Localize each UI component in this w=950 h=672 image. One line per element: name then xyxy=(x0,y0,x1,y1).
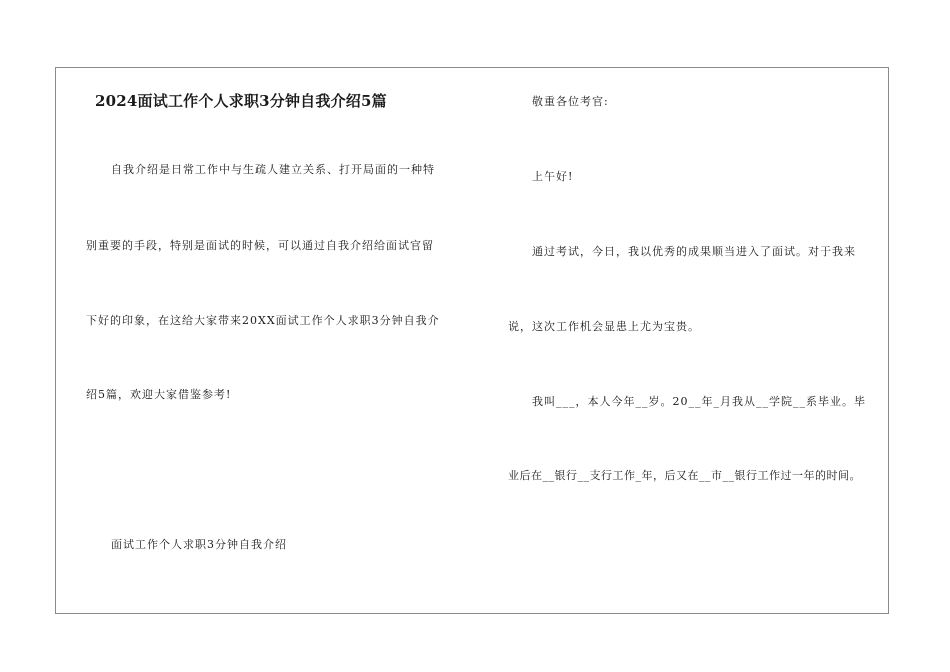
section-heading: 面试工作个人求职3分钟自我介绍 xyxy=(111,538,287,551)
intro-line-1: 自我介绍是日常工作中与生疏人建立关系、打开局面的一种特 xyxy=(111,163,435,176)
page-frame xyxy=(55,67,889,614)
greeting-salutation: 敬重各位考官: xyxy=(532,95,609,108)
body-line-4: 业后在__银行__支行工作_年，后又在__市__银行工作过一年的时间。 xyxy=(508,469,861,482)
greeting-morning: 上午好! xyxy=(532,170,574,183)
intro-line-2: 别重要的手段，特别是面试的时候，可以通过自我介绍给面试官留 xyxy=(86,239,434,252)
intro-line-3: 下好的印象，在这给大家带来20XX面试工作个人求职3分钟自我介 xyxy=(86,314,440,327)
body-line-3: 我叫___，本人今年__岁。20__年_月我从__学院__系毕业。毕 xyxy=(532,395,866,408)
document-title: 2024面试工作个人求职3分钟自我介绍5篇 xyxy=(95,92,387,110)
body-line-2: 说，这次工作机会显患上尤为宝贵。 xyxy=(508,320,700,333)
body-line-1: 通过考试，今日，我以优秀的成果顺当进入了面试。对于我来 xyxy=(532,245,856,258)
intro-line-4: 绍5篇，欢迎大家借鉴参考! xyxy=(86,388,232,401)
